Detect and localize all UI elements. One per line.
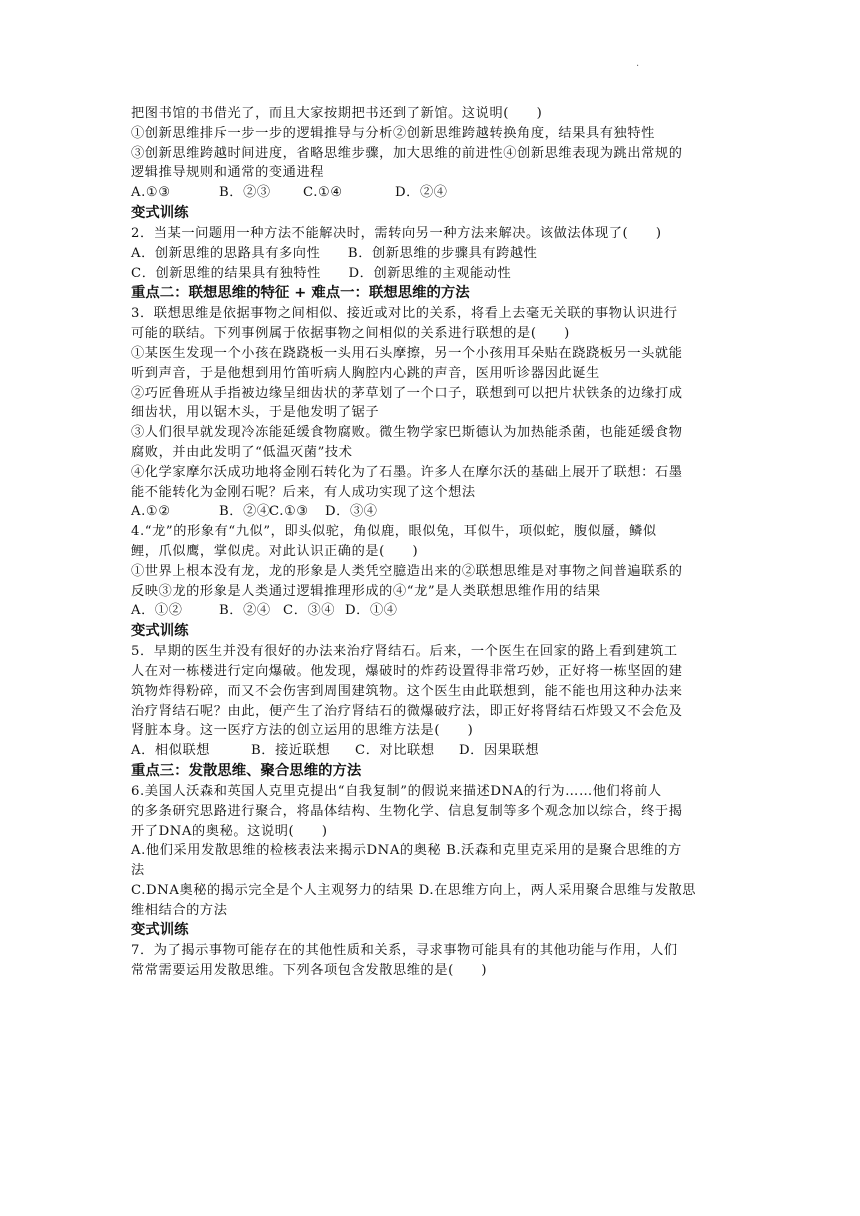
answer-option: D．①④	[345, 603, 398, 619]
document-body	[131, 104, 731, 981]
text-line: 3．联想思维是依据事物之间相似、接近或对比的关系，将看上去毫无关联的事物认识进行	[131, 306, 678, 322]
text-line: 肾脏本身。这一医疗方法的创立运用的思维方法是( )	[131, 723, 474, 739]
answer-option: B．②③	[219, 185, 271, 201]
text-line: 2．当某一问题用一种方法不能解决时，需转向另一种方法来解决。该做法体现了( )	[131, 225, 662, 241]
answer-option: B．②④	[219, 603, 271, 619]
text-line: 腐败，并由此发明了“低温灭菌”技术	[131, 444, 353, 460]
answer-option: C.①④	[303, 185, 343, 201]
text-line: 维相结合的方法	[131, 902, 228, 918]
text-line: 6.美国人沃森和英国人克里克提出“自我复制”的假说来描述DNA的行为……他们将前人	[131, 783, 662, 799]
text-line: 5．早期的医生并没有很好的办法来治疗肾结石。后来，一个医生在回家的路上看到建筑工	[131, 644, 678, 660]
answer-options	[131, 601, 731, 621]
text-line: ①创新思维排斥一步一步的逻辑推导与分析②创新思维跨越转换角度，结果具有独特性	[131, 125, 655, 141]
text-line: ①某医生发现一个小孩在跷跷板一头用石头摩擦，另一个小孩用耳朵贴在跷跷板另一头就能	[131, 345, 683, 361]
text-line: 开了DNA的奥秘。这说明( )	[131, 823, 328, 839]
section-heading: 变式训练	[131, 922, 189, 939]
corner-mark: .	[636, 58, 640, 69]
answer-option: D．③④	[325, 504, 378, 520]
answer-option: C.①③	[269, 504, 309, 520]
answer-options	[131, 183, 731, 203]
text-line: 逻辑推导规则和通常的变通进程	[131, 165, 325, 181]
answer-option: A.①③	[131, 185, 171, 201]
answer-option: B．接近联想	[251, 743, 331, 759]
text-line: 鲤，爪似鹰，掌似虎。对此认识正确的是( )	[131, 543, 419, 559]
text-line: 可能的联结。下列事例属于依据事物之间相似的关系进行联想的是( )	[131, 326, 570, 342]
answer-option: A.①②	[131, 504, 171, 520]
text-line: 7．为了揭示事物可能存在的其他性质和关系，寻求事物可能具有的其他功能与作用，人们	[131, 943, 678, 959]
text-line: 人在对一栋楼进行定向爆破。他发现，爆破时的炸药设置得非常巧妙，正好将一栋坚固的建	[131, 663, 683, 679]
answer-options	[131, 502, 731, 522]
answer-option: D．因果联想	[459, 743, 540, 759]
text-line: 反映③龙的形象是人类通过逻辑推理形成的④“龙”是人类联想思维作用的结果	[131, 583, 601, 599]
text-line: 能不能转化为金刚石呢？后来，有人成功实现了这个想法	[131, 484, 476, 500]
text-line: A.他们采用发散思维的检核表法来揭示DNA的奥秘 B.沃森和克里克采用的是聚合思维的方	[131, 843, 682, 859]
text-line: ③人们很早就发现冷冻能延缓食物腐败。微生物学家巴斯德认为加热能杀菌，也能延缓食物	[131, 425, 683, 441]
text-line: 筑物炸得粉碎，而又不会伤害到周围建筑物。这个医生由此联想到，能不能也用这种办法来	[131, 683, 683, 699]
text-line: 的多条研究思路进行聚合，将晶体结构、生物化学、信息复制等多个观念加以综合，终于揭	[131, 803, 683, 819]
text-line: 听到声音，于是他想到用竹笛听病人胸腔内心跳的声音，医用听诊器因此诞生	[131, 365, 600, 381]
section-heading: 变式训练	[131, 204, 189, 221]
text-line: 4.“龙”的形象有“九似”，即头似驼，角似鹿，眼似兔，耳似牛，项似蛇，腹似蜃，鳞似	[131, 524, 657, 540]
text-line: ③创新思维跨越时间进度，省略思维步骤，加大思维的前进性④创新思维表现为跳出常规的	[131, 145, 683, 161]
answer-option: A．①②	[131, 603, 183, 619]
section-heading: 变式训练	[131, 623, 189, 640]
text-line: C．创新思维的结果具有独特性 D．创新思维的主观能动性	[131, 265, 512, 281]
answer-option: C．③④	[283, 603, 336, 619]
text-line: 把图书馆的书借光了，而且大家按期把书还到了新馆。这说明( )	[131, 106, 543, 121]
answer-options	[131, 741, 731, 761]
section-heading: 重点三：发散思维、聚合思维的方法	[131, 762, 362, 779]
answer-option: B．②④	[219, 504, 271, 520]
text-line: ②巧匠鲁班从手指被边缘呈细齿状的茅草划了一个口子，联想到可以把片状铁条的边缘打成	[131, 385, 683, 401]
text-line: C.DNA奥秘的揭示完全是个人主观努力的结果 D.在思维方向上，两人采用聚合思维与发散思	[131, 882, 697, 898]
text-line: 法	[131, 863, 145, 879]
text-line: 细齿状，用以锯木头，于是他发明了锯子	[131, 405, 380, 421]
text-line: ④化学家摩尔沃成功地将金刚石转化为了石墨。许多人在摩尔沃的基础上展开了联想：石墨	[131, 464, 683, 480]
answer-option: A．相似联想	[131, 743, 211, 759]
section-heading: 重点二：联想思维的特征 + 难点一：联想思维的方法	[131, 285, 470, 302]
answer-option: D．②④	[395, 185, 448, 201]
text-line: 治疗肾结石呢？由此，便产生了治疗肾结石的微爆破疗法，即正好将肾结石炸毁又不会危及	[131, 703, 683, 719]
text-line: A．创新思维的思路具有多向性 B．创新思维的步骤具有跨越性	[131, 245, 538, 261]
text-line: 常常需要运用发散思维。下列各项包含发散思维的是( )	[131, 963, 488, 979]
answer-option: C．对比联想	[355, 743, 435, 759]
text-line: ①世界上根本没有龙，龙的形象是人类凭空臆造出来的②联想思维是对事物之间普遍联系的	[131, 563, 683, 579]
